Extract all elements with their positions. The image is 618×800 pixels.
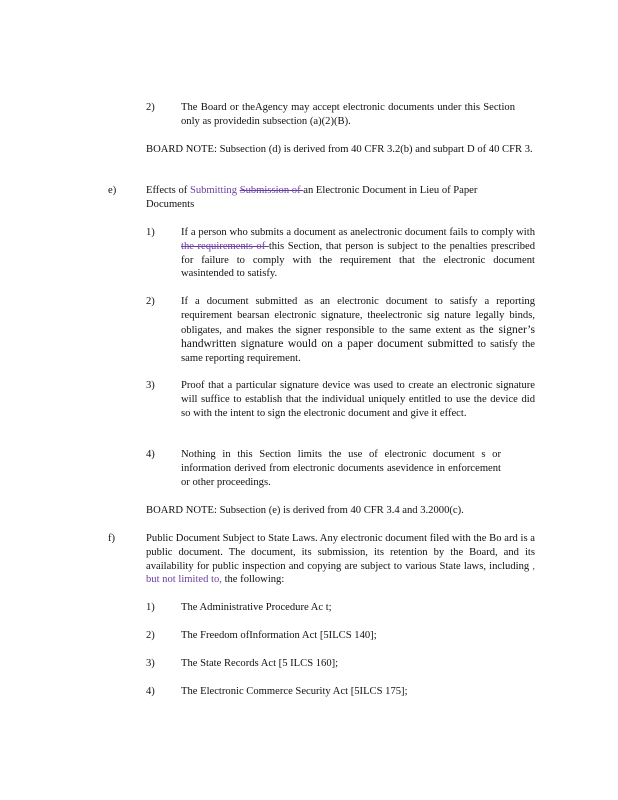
list-number: 4) [146,686,155,697]
item-number: 2) [146,102,155,113]
section-heading [146,184,521,212]
item-text: Nothing in this Section limits the use of electronic document s or information derived from electronic documents asevidence in enforcement or other proceedings. [181,449,501,488]
item-number: 2) [146,296,155,307]
section-text [146,532,535,587]
item-text [181,295,535,366]
item-text-part: If a person who submits a document as anelectronic document fails to comply with [181,227,535,238]
deleted-text: the requirements of [181,240,269,252]
item-text: The Board or theAgency may accept electronic documents under this Section only as providedin subsection (a)(2)(B). [181,102,515,127]
section-letter: f) [108,533,116,544]
list-item: The Freedom ofInformation Act [5ILCS 140]; [181,630,377,641]
list-number: 3) [146,658,155,669]
list-item: The State Records Act [5 ILCS 160]; [181,658,339,669]
deleted-text: Submission of [239,185,304,196]
list-number: 1) [146,602,155,613]
item-number: 4) [146,449,155,460]
heading-text: an Electronic Document in Lieu of Paper Documents [146,185,478,210]
board-note: BOARD NOTE: Subsection (d) is derived from 40 CFR 3.2(b) and subpart D of 40 CFR 3. [146,144,533,155]
section-text-part: the following: [221,574,285,586]
item-text-part: this Section, that person is subject to the penalties prescribed for failure to comply with the requirement that the electronic document wasintended to satisfy. [181,240,535,280]
item-number: 1) [146,227,155,238]
heading-text: Effects of [146,185,190,196]
list-item: The Administrative Procedure Ac t; [181,602,332,613]
list-item: The Electronic Commerce Security Act [5ILCS 175]; [181,686,408,697]
board-note: BOARD NOTE: Subsection (e) is derived from 40 CFR 3.4 and 3.2000(c). [146,505,464,516]
item-text [181,226,535,281]
list-number: 2) [146,630,155,641]
inserted-text: Submitting [189,185,238,196]
section-text-part: Public Document Subject to State Laws. Any electronic document filed with the Bo ard is a public document. The document, its submission, its retention by the Board, and its availability for public inspection and copying are subject to various State laws, including [146,533,535,572]
item-text-part: If a document submitted as an electronic document to satisfy a reporting requirement bearsan electronic signature, theelectronic sig nature legally binds, obligates, and makes the signer responsible to the same extent as [181,296,535,336]
section-letter: e) [108,185,117,196]
inserted-text: , but not limited to, [146,560,535,586]
item-number: 3) [146,380,155,391]
item-text-part: to satisfy the same reporting requirement. [181,339,535,365]
item-text: Proof that a particular signature device was used to create an electronic signature will suffice to establish that the individual uniquely entitled to use the device did so with the intent to sign the electronic document and give it effect. [181,380,535,419]
item-text-part-large: the signer’s handwritten signature would on a paper document submitted [181,322,536,351]
